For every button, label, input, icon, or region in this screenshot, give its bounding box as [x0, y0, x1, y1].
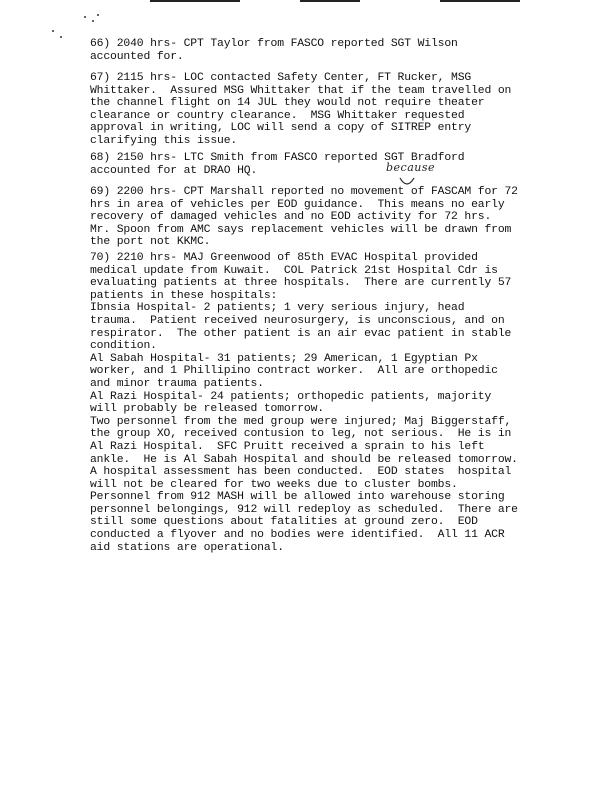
entry-line: 68) 2150 hrs- LTC Smith from FASCO reported SGT Bradford: [90, 152, 465, 164]
entry-line: 67) 2115 hrs- LOC contacted Safety Center, FT Rucker, MSG: [90, 72, 472, 84]
entry-line: Al Sabah Hospital- 31 patients; 29 American, 1 Egyptian Px: [90, 352, 478, 365]
entry-line: Al Razi Hospital- 24 patients; orthopedic patients, majority: [90, 390, 492, 403]
entry-line: aid stations are operational.: [90, 541, 284, 554]
entry-line: medical update from Kuwait. COL Patrick 21st Hospital Cdr is: [90, 264, 498, 277]
entry-line: patients in these hospitals:: [90, 289, 278, 302]
handwritten-annotation: because: [386, 161, 436, 174]
entry-line: Ibnsia Hospital- 2 patients; 1 very serious injury, head: [90, 302, 465, 315]
entry-line: condition.: [90, 340, 157, 353]
entry-line: Al Razi Hospital. SFC Pruitt received a sprain to his left: [90, 440, 485, 453]
entry-line: will probably be released tomorrow.: [90, 403, 324, 416]
entry-line: the channel flight on 14 JUL they would not require theater: [90, 97, 485, 110]
log-entry-70: [90, 252, 590, 554]
entry-line: accounted for at DRAO HQ.: [90, 164, 258, 177]
entry-line: recovery of damaged vehicles and no EOD activity for 72 hrs.: [90, 211, 492, 224]
scan-edge-mark: [440, 0, 520, 2]
scan-edge-mark: [300, 0, 360, 2]
entry-line: clarifying this issue.: [90, 134, 238, 147]
scan-edge-mark: [150, 0, 240, 2]
entry-line: Mr. Spoon from AMC says replacement vehicles will be drawn from: [90, 223, 512, 236]
entry-line: the port not KKMC.: [90, 236, 211, 249]
entry-line: Personnel from 912 MASH will be allowed into warehouse storing: [90, 491, 505, 504]
scan-speck: [97, 14, 99, 16]
entry-line: A hospital assessment has been conducted. EOD states hospital: [90, 466, 512, 479]
scan-speck: [92, 20, 94, 22]
entry-line: respirator. The other patient is an air evac patient in stable: [90, 327, 512, 340]
entry-line: still some questions about fatalities at ground zero. EOD: [90, 516, 478, 529]
scan-speck: [60, 36, 62, 38]
entry-line: ankle. He is Al Sabah Hospital and should be released tomorrow.: [90, 453, 518, 466]
entry-line: and minor trauma patients.: [90, 377, 264, 390]
log-entry-67: [90, 72, 590, 148]
entry-line: evaluating patients at three hospitals. There are currently 57: [90, 277, 512, 290]
entry-line: accounted for.: [90, 50, 184, 63]
scan-speck: [84, 16, 86, 18]
entry-line: hrs in area of vehicles per EOD guidance. This means no early: [90, 198, 505, 211]
log-entry-69: [90, 186, 590, 249]
entry-line: clearance or country clearance. MSG Whittaker requested: [90, 109, 465, 122]
entry-line: Whittaker. Assured MSG Whittaker that if the team travelled on: [90, 84, 512, 97]
log-entry-66: [90, 38, 590, 63]
entry-line: trauma. Patient received neurosurgery, is unconscious, and on: [90, 314, 505, 327]
scan-speck: [52, 30, 54, 32]
entry-line: worker, and 1 Phillipino contract worker. All are orthopedic: [90, 365, 498, 378]
entry-line: conducted a flyover and no bodies were identified. All 11 ACR: [90, 529, 505, 542]
entry-line: 66) 2040 hrs- CPT Taylor from FASCO reported SGT Wilson: [90, 38, 458, 50]
entry-line: approval in writing, LOC will send a copy of SITREP entry: [90, 122, 472, 135]
log-entry-68: [90, 152, 590, 177]
entry-line: 69) 2200 hrs- CPT Marshall reported no movement of FASCAM for 72: [90, 186, 518, 198]
entry-line: the group XO, received contusion to leg, not serious. He is in: [90, 428, 512, 441]
entry-line: personnel belongings, 912 will redeploy as scheduled. There are: [90, 503, 518, 516]
entry-line: 70) 2210 hrs- MAJ Greenwood of 85th EVAC Hospital provided: [90, 252, 478, 264]
entry-line: Two personnel from the med group were injured; Maj Biggerstaff,: [90, 415, 512, 428]
entry-line: will not be cleared for two weeks due to cluster bombs.: [90, 478, 458, 491]
